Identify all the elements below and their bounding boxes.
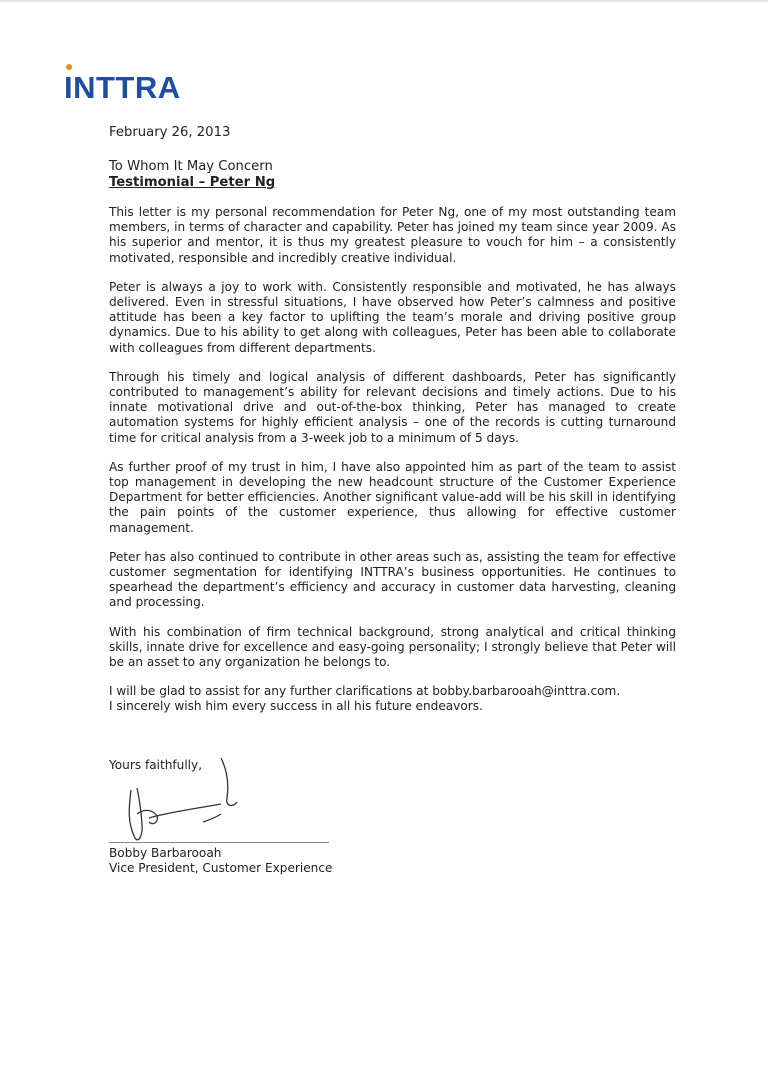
scan-edge [0, 0, 768, 3]
signature-line [109, 842, 329, 843]
paragraph: This letter is my personal recommendation for Peter Ng, one of my most outstanding team members, in terms of character and capability. Peter has joined my team since year 2009. As his superior and mentor, it is thus my greatest pleasure to vouch for him – a consistently motivated, responsible and incredibly creative individual. [109, 205, 676, 265]
closing-block [109, 684, 676, 714]
letter-body [109, 125, 676, 723]
handwritten-signature-icon [109, 752, 259, 847]
closing-line: I sincerely wish him every success in all his future endeavors. [109, 699, 483, 714]
paragraph: With his combination of firm technical background, strong analytical and critical thinking skills, innate drive for excellence and easy-going personality; I strongly believe that Peter will be an asset to any organization he belongs to. [109, 624, 676, 670]
signer-name: Bobby Barbarooah [109, 846, 222, 860]
company-logo: INTTRA [64, 70, 181, 105]
signer-title: Vice President, Customer Experience [109, 861, 333, 876]
letter-date: February 26, 2013 [109, 125, 231, 140]
valediction: Yours faithfully, [109, 758, 203, 772]
paragraph: Peter has also continued to contribute in other areas such as, assisting the team for effective customer segmentation for identifying INTTRA’s business opportunities. He continues to spearhead the department’s efficiency and accuracy in customer data harvesting, cleaning and processing. [109, 549, 676, 610]
paragraph: Peter is always a joy to work with. Consistently responsible and motivated, he has always delivered. Even in stressful situations, I have observed how Peter’s calmness and positive attitude has been a key factor to uplifting the team’s morale and driving positive group dynamics. Due to his ability to get along with colleagues, Peter has been able to collaborate with colleagues from different departments. [109, 279, 676, 355]
closing-line: I will be glad to assist for any further clarifications at bobby.barbarooah@inttra.com. [109, 684, 621, 699]
salutation: To Whom It May Concern [109, 159, 273, 174]
paragraph: Through his timely and logical analysis of different dashboards, Peter has significantly contributed to management’s ability for relevant decisions and timely actions. Due to his innate motivational drive and out-of-the-box thinking, Peter has managed to create automation systems for highly efficient analysis – one of the records is cutting turnaround time for critical analysis from a 3-week job to a minimum of 5 days. [109, 369, 676, 445]
paragraph: As further proof of my trust in him, I have also appointed him as part of the team to assist top management in developing the new headcount structure of the Customer Experience Department for better efficiencies. Another significant value-add will be his skill in identifying the pain points of the customer experience, thus allowing for effective customer management. [109, 459, 676, 535]
letter-subject: Testimonial – Peter Ng [109, 175, 276, 190]
signer-block [109, 846, 332, 876]
